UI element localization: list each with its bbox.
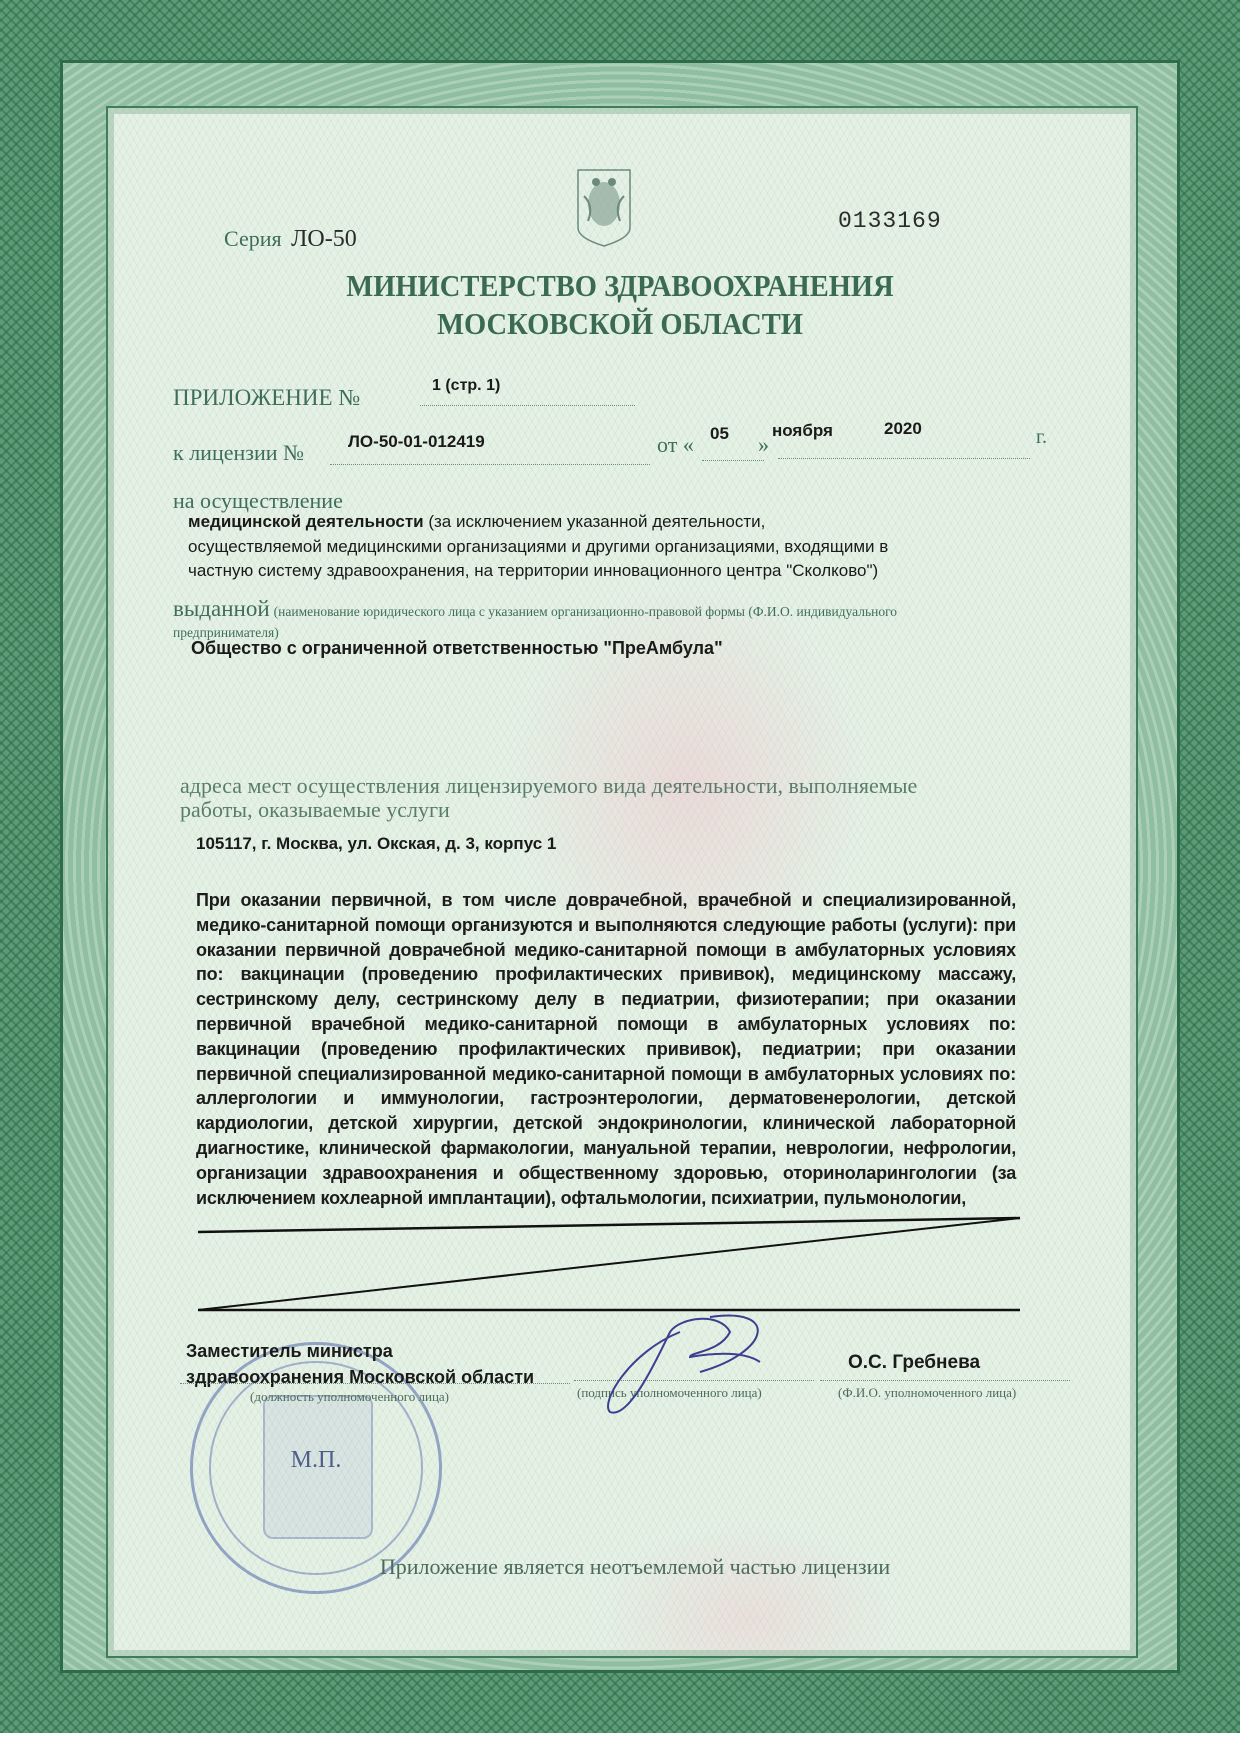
date-quote-close: » [758, 432, 769, 457]
signer-position-line2: здравоохранения Московской области [186, 1367, 535, 1387]
issued-hint-continued: предпринимателя) [173, 625, 279, 640]
organization-name: Общество с ограниченной ответственностью "ПреАмбула" [191, 638, 723, 658]
signature-caption: (подпись уполномоченного лица) [577, 1385, 762, 1400]
services-list: При оказании первичной, в том числе доврачебной, врачебной и специализированной, медико-санитарной помощи организуются и выполняются следующие работы (услуги): при оказании первичной доврачебной медико-санитарной помощи в амбулаторных условиях по: вакцинации (проведению профилактических прививок), медицинскому массажу, сестринскому делу, сестринскому делу в педиатрии, физиотерапии; при оказании первичной врачебной медико-санитарной помощи в амбулаторных условиях по: вакцинации (проведению профилактических прививок), педиатрии; при оказании первичной специализированной медико-санитарной помощи в амбулаторных условиях по: аллергологии и иммунологии, гастроэнтерологии, дерматовенерологии, детской кардиологии, детской хирургии, детской эндокринологии, клинической лабораторной диагностике, клинической фармакологии, мануальной терапии, неврологии, нефрологии, организации здравоохранения и общественному здоровью, оториноларингологии (за исключением кохлеарной имплантации), офтальмологии, психиатрии, пульмонологии, [196, 890, 1016, 1208]
appendix-label: ПРИЛОЖЕНИЕ № [173, 385, 361, 410]
addresses-label-line1: адреса мест осуществления лицензируемого вида деятельности, выполняемые [180, 773, 918, 798]
license-year: 2020 [884, 419, 922, 438]
license-day: 05 [710, 424, 729, 443]
series-label: Серия [224, 226, 282, 251]
activity-line3: частную систему здравоохранения, на территории инновационного центра "Сколково") [188, 561, 879, 580]
position-caption: (должность уполномоченного лица) [250, 1389, 450, 1404]
appendix-number: 1 (стр. 1) [432, 377, 501, 394]
handwritten-signature [570, 1312, 800, 1422]
series-value: ЛО-50 [291, 226, 357, 252]
form-number: 0133169 [838, 208, 942, 234]
activity-address: 105117, г. Москва, ул. Окская, д. 3, корпус 1 [196, 834, 557, 853]
year-suffix: г. [1036, 426, 1047, 448]
license-month: ноября [772, 421, 833, 440]
license-number: ЛО-50-01-012419 [348, 432, 485, 451]
issued-label: выданной [173, 596, 270, 621]
issued-hint: (наименование юридического лица с указанием организационно-правовой формы (Ф.И.О. индивидуального [273, 604, 898, 619]
date-from-label: от « [657, 432, 694, 457]
signer-name: О.С. Гребнева [848, 1352, 981, 1373]
ministry-title-line1: МИНИСТЕРСТВО ЗДРАВООХРАНЕНИЯ [346, 268, 894, 303]
activity-label: на осуществление [173, 488, 343, 513]
coat-of-arms-emblem-icon [574, 166, 634, 253]
license-label: к лицензии № [173, 440, 304, 465]
activity-type: медицинской деятельности [188, 512, 424, 531]
stamp-label: М.П. [290, 1447, 342, 1473]
ministry-title-line2: МОСКОВСКОЙ ОБЛАСТИ [437, 306, 803, 341]
activity-line1: (за исключением указанной деятельности, [423, 512, 766, 531]
footer-note: Приложение является неотъемлемой частью лицензии [379, 1554, 891, 1579]
activity-line2: осуществляемой медицинскими организациями и другими организациями, входящими в [188, 536, 889, 556]
addresses-label-line2: работы, оказываемые услуги [180, 797, 450, 822]
signer-position-line1: Заместитель министра [186, 1341, 393, 1361]
z-line-strikeout [190, 1210, 1030, 1320]
name-caption: (Ф.И.О. уполномоченного лица) [838, 1385, 1017, 1400]
